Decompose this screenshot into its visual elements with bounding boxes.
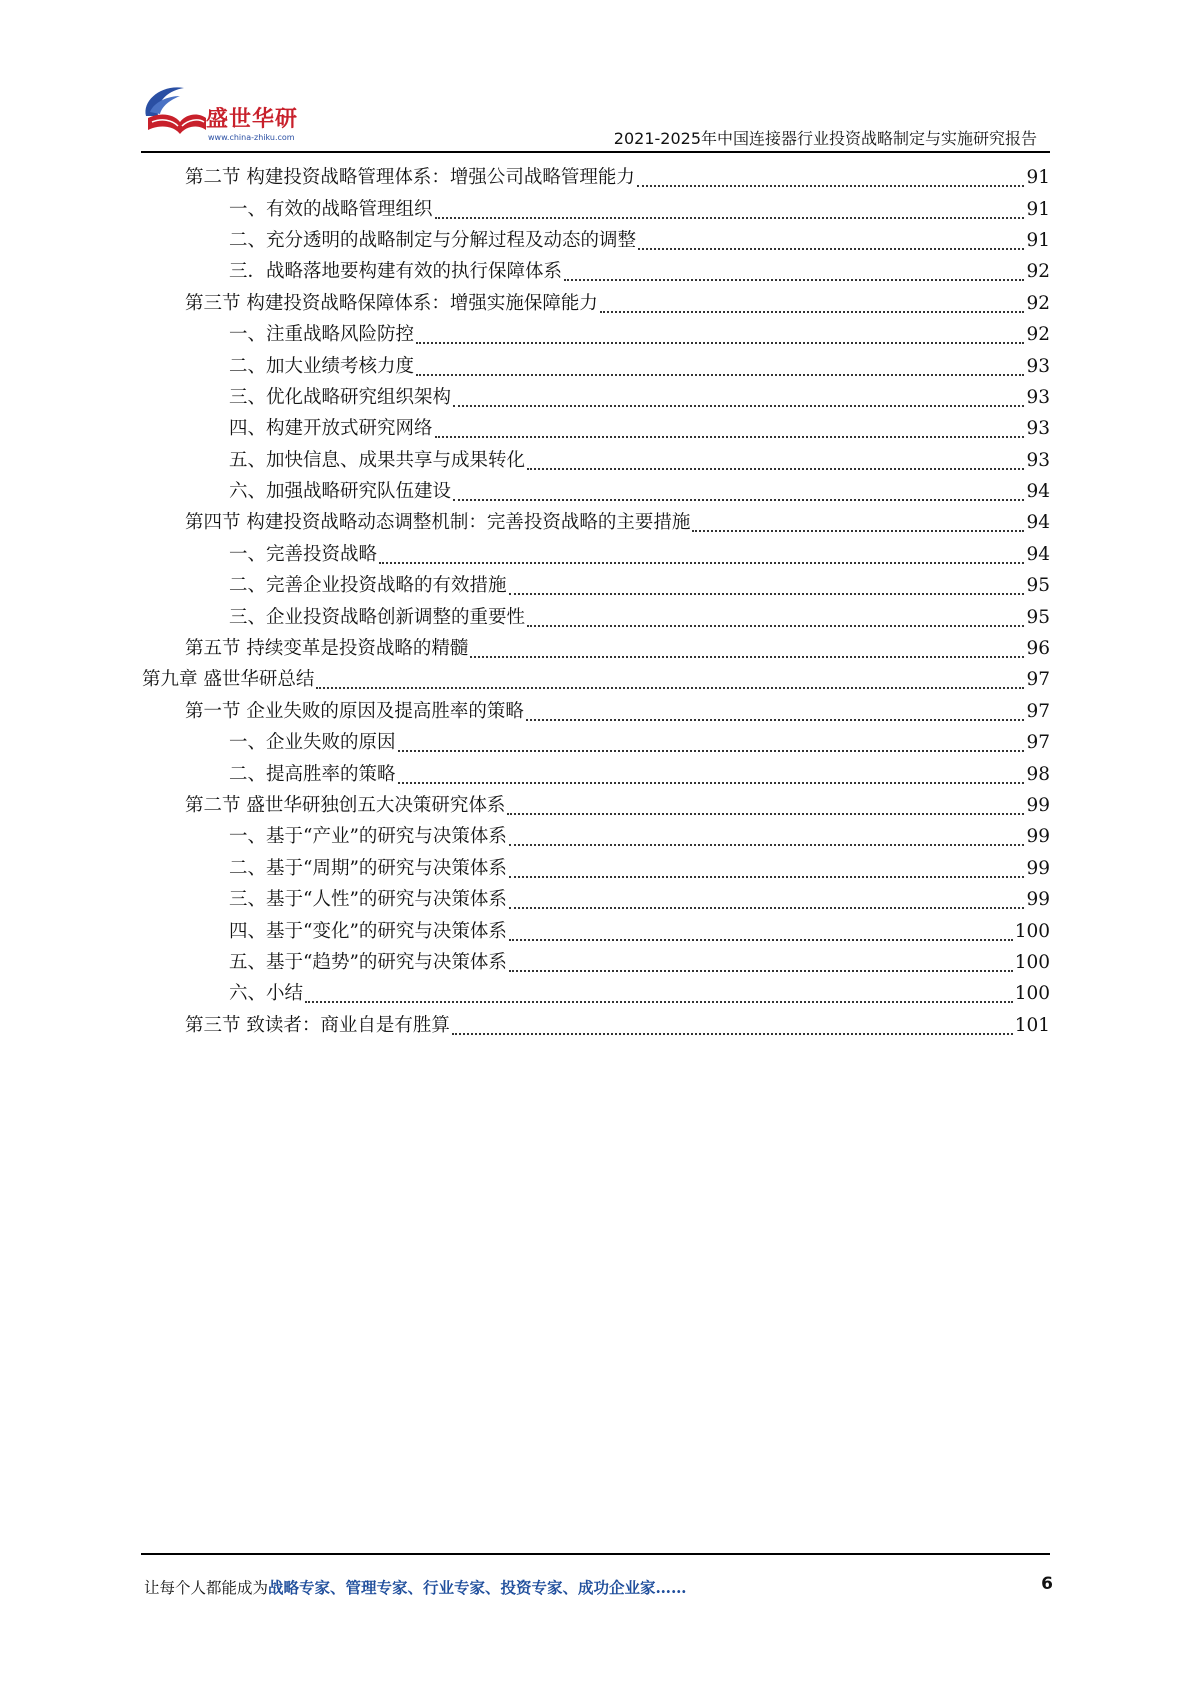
toc-entry-label: 四、基于“变化”的研究与决策体系 [229,920,507,942]
toc-entry[interactable] [142,853,1050,884]
table-of-contents [142,162,1050,1041]
toc-dot-leader [638,247,1024,250]
toc-entry[interactable] [142,350,1050,381]
footer-divider [141,1553,1050,1555]
toc-entry[interactable] [142,413,1050,444]
toc-dot-leader [509,843,1025,846]
toc-dot-leader [564,278,1024,281]
toc-entry-label: 一、注重战略风险防控 [229,324,415,346]
toc-entry-page: 98 [1026,763,1050,785]
toc-entry[interactable] [142,821,1050,852]
toc-entry[interactable] [142,633,1050,664]
slogan-lead: 让每个人都能成为 [144,1579,269,1597]
toc-entry-label: 第一节 企业失败的原因及提高胜率的策略 [185,700,524,722]
toc-entry-label: 三、基于“人性”的研究与决策体系 [229,889,507,911]
toc-entry-page: 94 [1026,512,1050,534]
toc-entry-label: 三、优化战略研究组织架构 [229,386,452,408]
toc-entry-label: 第二节 构建投资战略管理体系：增强公司战略管理能力 [185,167,635,189]
book-swoosh-icon [140,82,210,146]
toc-entry-page: 94 [1026,481,1050,503]
toc-entry[interactable] [142,319,1050,350]
toc-entry-label: 第五节 持续变革是投资战略的精髓 [185,638,469,660]
toc-entry[interactable] [142,664,1050,695]
toc-dot-leader [509,906,1025,909]
toc-entry-label: 六、小结 [229,983,304,1005]
toc-dot-leader [507,812,1024,815]
toc-dot-leader [453,404,1024,407]
header-divider [141,151,1050,153]
toc-entry-label: 五、加快信息、成果共享与成果转化 [229,449,526,471]
toc-entry-page: 91 [1026,229,1050,251]
toc-entry[interactable] [142,978,1050,1009]
toc-entry-page: 95 [1026,606,1050,628]
toc-entry[interactable] [142,915,1050,946]
toc-entry-page: 93 [1026,449,1050,471]
toc-dot-leader [509,938,1013,941]
toc-entry-label: 第三节 构建投资战略保障体系：增强实施保障能力 [185,292,598,314]
toc-entry[interactable] [142,696,1050,727]
toc-entry-page: 93 [1026,386,1050,408]
toc-entry-page: 92 [1026,261,1050,283]
toc-entry[interactable] [142,507,1050,538]
toc-entry-page: 97 [1026,669,1050,691]
toc-dot-leader [416,373,1024,376]
toc-entry-page: 94 [1026,543,1050,565]
report-title: 2021-2025年中国连接器行业投资战略制定与实施研究报告 [613,129,1037,148]
toc-entry[interactable] [142,727,1050,758]
toc-entry-page: 92 [1026,292,1050,314]
toc-entry-page: 100 [1014,951,1050,973]
toc-entry-label: 二、完善企业投资战略的有效措施 [229,575,507,597]
toc-dot-leader [398,781,1025,784]
toc-entry[interactable] [142,758,1050,789]
toc-entry[interactable] [142,539,1050,570]
toc-entry-label: 第三节 致读者：商业自是有胜算 [185,1014,450,1036]
toc-entry-label: 二、提高胜率的策略 [229,763,396,785]
toc-dot-leader [398,749,1025,752]
toc-dot-leader [692,529,1024,532]
toc-entry-page: 91 [1026,198,1050,220]
footer-slogan [144,1576,687,1598]
toc-dot-leader [470,655,1024,658]
logo-url: www.china-zhiku.com [208,133,295,142]
toc-dot-leader [452,1032,1013,1035]
toc-entry-page: 97 [1026,700,1050,722]
toc-entry-page: 99 [1026,857,1050,879]
toc-entry-page: 91 [1026,167,1050,189]
toc-entry-page: 95 [1026,575,1050,597]
toc-dot-leader [509,592,1025,595]
toc-entry-page: 96 [1026,638,1050,660]
toc-entry-label: 一、企业失败的原因 [229,732,396,754]
toc-entry[interactable] [142,445,1050,476]
toc-entry-page: 92 [1026,324,1050,346]
toc-entry-label: 一、有效的战略管理组织 [229,198,433,220]
toc-entry-label: 第九章 盛世华研总结 [142,669,315,691]
toc-entry[interactable] [142,382,1050,413]
toc-entry-page: 99 [1026,795,1050,816]
toc-entry-label: 一、基于“产业”的研究与决策体系 [229,826,507,848]
toc-entry-label: 第四节 构建投资战略动态调整机制：完善投资战略的主要措施 [185,512,691,534]
toc-entry-label: 一、完善投资战略 [229,543,378,565]
toc-entry[interactable] [142,1010,1050,1041]
toc-entry[interactable] [142,790,1050,821]
toc-dot-leader [435,435,1025,438]
toc-entry[interactable] [142,570,1050,601]
toc-entry-page: 99 [1026,826,1050,848]
toc-dot-leader [453,498,1024,501]
toc-entry-label: 二、基于“周期”的研究与决策体系 [229,857,507,879]
toc-entry-page: 93 [1026,355,1050,377]
toc-entry-label: 第二节 盛世华研独创五大决策研究体系 [185,795,506,816]
toc-entry[interactable] [142,225,1050,256]
toc-entry-label: 三、企业投资战略创新调整的重要性 [229,606,526,628]
toc-entry[interactable] [142,947,1050,978]
toc-entry[interactable] [142,884,1050,915]
brand-logo [140,82,310,152]
toc-entry-page: 101 [1014,1014,1050,1036]
toc-entry[interactable] [142,162,1050,193]
toc-dot-leader [509,969,1013,972]
toc-dot-leader [600,310,1025,313]
toc-dot-leader [527,624,1024,627]
toc-entry-page: 99 [1026,889,1050,911]
toc-dot-leader [509,875,1025,878]
slogan-highlight: 战略专家、管理专家、行业专家、投资专家、成功企业家…… [268,1578,687,1597]
toc-entry-label: 二、加大业绩考核力度 [229,355,415,377]
toc-entry-page: 100 [1014,983,1050,1005]
toc-dot-leader [379,561,1024,564]
toc-entry[interactable] [142,193,1050,224]
toc-dot-leader [435,216,1025,219]
toc-entry-label: 四、构建开放式研究网络 [229,418,433,440]
toc-dot-leader [527,467,1024,470]
toc-entry-page: 97 [1026,732,1050,754]
toc-entry-label: 二、充分透明的战略制定与分解过程及动态的调整 [229,229,637,251]
toc-entry-page: 93 [1026,418,1050,440]
toc-entry-page: 100 [1014,920,1050,942]
page-number: 6 [1041,1574,1053,1594]
toc-dot-leader [416,341,1024,344]
toc-entry-label: 三．战略落地要构建有效的执行保障体系 [229,261,563,283]
toc-entry[interactable] [142,256,1050,287]
toc-entry-label: 六、加强战略研究队伍建设 [229,481,452,503]
logo-name: 盛世华研 [206,107,299,132]
toc-dot-leader [637,184,1025,187]
toc-dot-leader [526,718,1025,721]
toc-entry[interactable] [142,476,1050,507]
toc-entry[interactable] [142,601,1050,632]
toc-dot-leader [305,1000,1013,1003]
toc-dot-leader [316,686,1024,689]
toc-entry-label: 五、基于“趋势”的研究与决策体系 [229,951,507,973]
toc-entry[interactable] [142,288,1050,319]
